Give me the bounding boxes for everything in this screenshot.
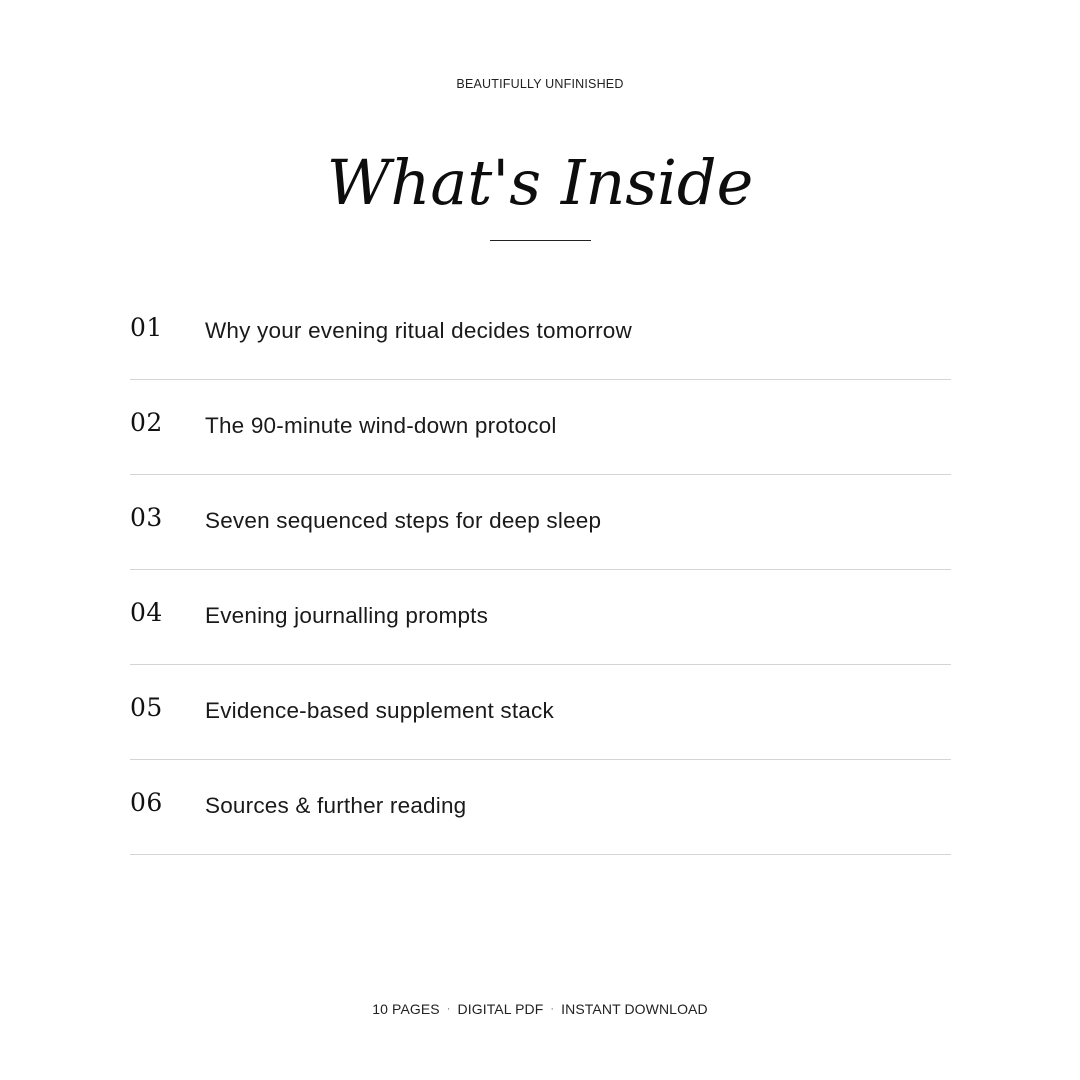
brand-name: BEAUTIFULLY UNFINISHED [456, 77, 624, 91]
title-divider [490, 240, 591, 241]
item-label: Evidence-based supplement stack [205, 698, 554, 723]
item-label: Why your evening ritual decides tomorrow [205, 318, 632, 343]
page-title: What's Inside [326, 146, 754, 219]
item-number: 03 [130, 503, 163, 532]
separator-dot: · [446, 1003, 451, 1015]
item-number: 06 [130, 788, 163, 817]
item-label: Evening journalling prompts [205, 603, 489, 628]
item-number: 04 [130, 598, 163, 627]
list-item [130, 380, 951, 475]
item-number: 05 [130, 693, 163, 722]
list-item [130, 665, 951, 760]
item-number: 01 [130, 313, 163, 342]
item-label: Seven sequenced steps for deep sleep [205, 508, 602, 533]
list-item [130, 285, 951, 380]
item-number: 02 [130, 408, 163, 437]
item-label: The 90-minute wind-down protocol [205, 413, 557, 438]
list-item [130, 760, 951, 855]
list-item [130, 475, 951, 570]
contents-list [130, 285, 951, 855]
product-details [0, 1001, 1080, 1017]
file-format: DIGITAL PDF [457, 1001, 544, 1017]
delivery-method: INSTANT DOWNLOAD [561, 1001, 708, 1017]
separator-dot: · [550, 1003, 555, 1015]
page-count: 10 PAGES [372, 1001, 440, 1017]
list-item [130, 570, 951, 665]
item-label: Sources & further reading [205, 793, 467, 818]
